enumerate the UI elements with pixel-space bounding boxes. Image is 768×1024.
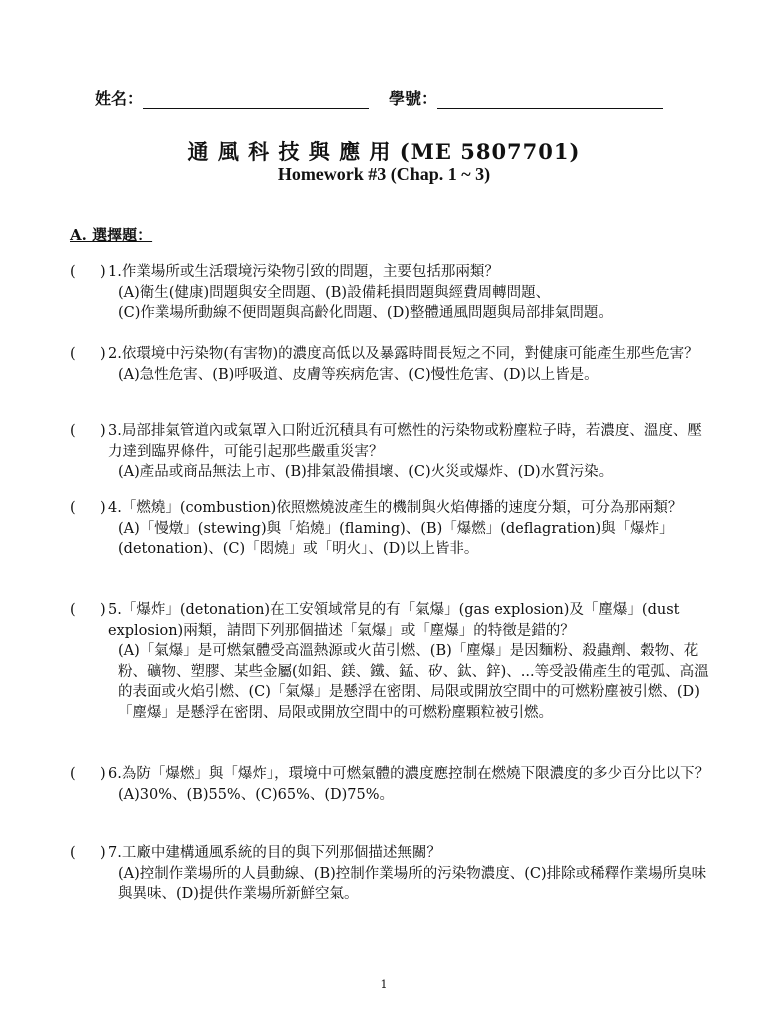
question-2	[70, 344, 710, 385]
homework-subtitle: Homework #3 (Chap. 1 ~ 3)	[277, 164, 491, 184]
question-option: (A)產品或商品無法上市、(B)排氣設備損壞、(C)火災或爆炸、(D)水質污染。	[118, 464, 614, 480]
question-stem: 7.工廠中建構通風系統的目的與下列那個描述無關？	[108, 845, 441, 861]
name-blank-line	[143, 90, 369, 109]
question-option: (C)作業場所動線不便問題與高齡化問題、(D)整體通風問題與局部排氣問題。	[118, 305, 613, 321]
section-heading-a: A. 選擇題：	[70, 226, 153, 244]
question-option: (A)「慢燉」(stewing)與「焰燒」(flaming)、(B)「爆燃」(deflagration)與「爆炸」(detonation)、(C)「悶燒」或「明火」、(D)以上皆非。	[118, 520, 674, 557]
name-label: 姓名：	[95, 89, 144, 108]
question-option: (A)急性危害、(B)呼吸道、皮膚等疾病危害、(C)慢性危害、(D)以上皆是。	[118, 366, 599, 383]
student-id-blank-line	[437, 90, 663, 109]
question-1	[70, 262, 710, 324]
answer-paren-close: )	[100, 766, 106, 782]
question-stem: 3.局部排氣管道內或氣罩入口附近沉積具有可燃性的污染物或粉塵粒子時，若濃度、溫度、壓力達到臨界條件，可能引起那些嚴重災害？	[108, 423, 702, 460]
question-option: (A)衛生(健康)問題與安全問題、(B)設備耗損問題與經費周轉問題、	[118, 284, 551, 301]
student-info-header	[95, 86, 663, 109]
question-stem: 4.「燃燒」(combustion)依照燃燒波產生的機制與火焰傳播的速度分類，可分為那兩類？	[108, 500, 683, 516]
answer-paren-close: )	[100, 264, 106, 280]
answer-paren-close: )	[100, 845, 106, 861]
question-option: (A)30%、(B)55%、(C)65%、(D)75%。	[118, 786, 395, 803]
student-id-label: 學號：	[389, 89, 438, 108]
question-stem: 5.「爆炸」(detonation)在工安領域常見的有「氣爆」(gas explosion)及「塵爆」(dust explosion)兩類，請問下列那個描述「氣爆」或「塵爆」的特徵是錯的？	[108, 602, 680, 639]
question-4	[70, 498, 710, 560]
answer-paren-open: (	[70, 602, 76, 618]
answer-paren-open: (	[70, 766, 76, 782]
page-number: 1	[380, 978, 388, 991]
answer-paren-open: (	[70, 500, 76, 516]
question-stem: 2.依環境中污染物(有害物)的濃度高低以及暴露時間長短之不同，對健康可能產生那些危害？	[108, 346, 699, 362]
question-stem: 1.作業場所或生活環境污染物引致的問題，主要包括那兩類？	[108, 264, 499, 280]
question-7	[70, 843, 710, 905]
question-3	[70, 421, 710, 483]
course-title: 通 風 科 技 與 應 用 (ME 5807701)	[187, 139, 581, 164]
question-5	[70, 600, 710, 723]
question-option: (A)控制作業場所的人員動線、(B)控制作業場所的污染物濃度、(C)排除或稀釋作業場所臭味與異味、(D)提供作業場所新鮮空氣。	[118, 865, 707, 902]
question-stem: 6.為防「爆燃」與「爆炸」，環境中可燃氣體的濃度應控制在燃燒下限濃度的多少百分比以下？	[108, 766, 710, 782]
answer-paren-open: (	[70, 845, 76, 861]
answer-paren-open: (	[70, 264, 76, 280]
question-6	[70, 764, 710, 805]
answer-paren-close: )	[100, 346, 106, 362]
answer-paren-close: )	[100, 423, 106, 439]
answer-paren-close: )	[100, 500, 106, 516]
answer-paren-close: )	[100, 602, 106, 618]
answer-paren-open: (	[70, 423, 76, 439]
question-option: (A)「氣爆」是可燃氣體受高溫熱源或火苗引燃、(B)「塵爆」是因麵粉、殺蟲劑、穀物、花粉、礦物、塑膠、某些金屬(如鋁、鎂、鐵、錳、矽、鈦、鋅)、...等受設備產生的電弧、高溫的表面或火焰引燃、(C)「氣爆」是懸浮在密閉、局限或開放空間中的可燃粉塵被引燃、(D)「塵爆」是懸浮在密閉、局限或開放空間中的可燃粉塵顆粒被引燃。	[118, 643, 709, 721]
answer-paren-open: (	[70, 346, 76, 362]
